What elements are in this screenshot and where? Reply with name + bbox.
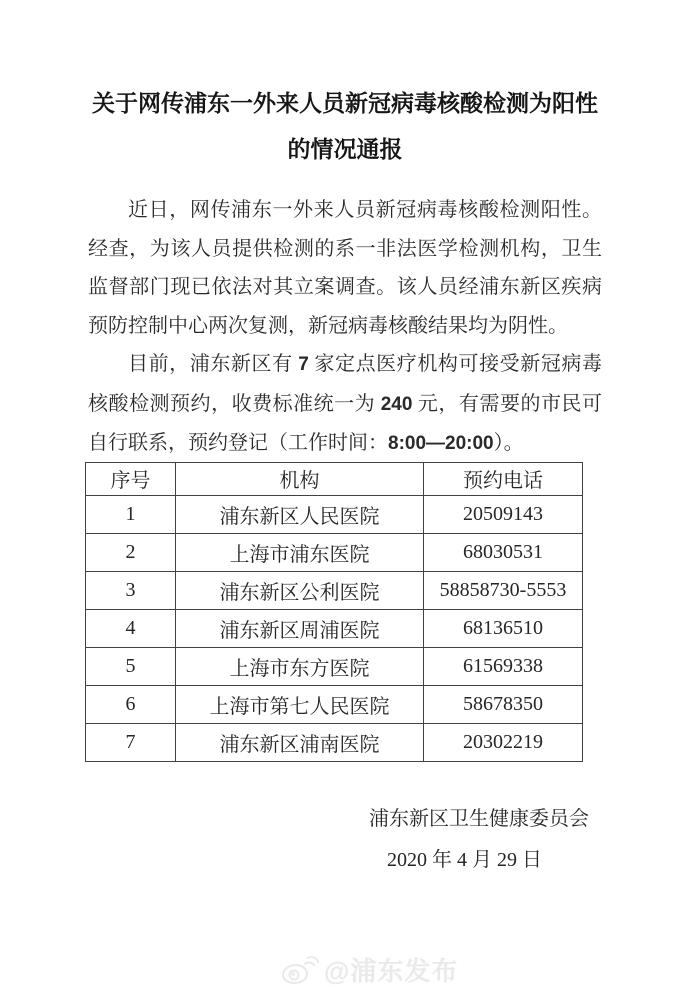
- cell-no: 3: [86, 571, 176, 609]
- table-row: [86, 609, 583, 647]
- watermark-text: @浦东发布: [324, 956, 459, 986]
- table-row: [86, 571, 583, 609]
- table-header-row: [86, 462, 583, 495]
- table-row: [86, 533, 583, 571]
- title-line-1: 关于网传浦东一外来人员新冠病毒核酸检测为阳性: [92, 90, 598, 116]
- title-line-2: 的情况通报: [287, 136, 403, 162]
- cell-tel: 20509143: [424, 495, 583, 533]
- cell-no: 5: [86, 647, 176, 685]
- paragraph-investigation: 近日，网传浦东一外来人员新冠病毒核酸检测阳性。经查，为该人员提供检测的系一非法医学检测机构，卫生监督部门现已依法对其立案调查。该人员经浦东新区疾病预防控制中心两次复测，新冠病毒核酸结果均为阴性。: [88, 199, 602, 337]
- para2-text-4: ）。: [493, 432, 524, 454]
- col-header-tel: 预约电话: [424, 462, 583, 495]
- weibo-icon: [281, 956, 319, 984]
- para2-text-2: 家定点医疗机构可接受新冠病毒核酸检测预约，收费标准统一为: [88, 353, 603, 415]
- page-title: [88, 80, 602, 172]
- cell-org: 浦东新区周浦医院: [176, 609, 424, 647]
- cell-no: 7: [86, 723, 176, 761]
- cell-tel: 68030531: [424, 533, 583, 571]
- cell-org: 上海市第七人民医院: [176, 685, 424, 723]
- cell-tel: 61569338: [424, 647, 583, 685]
- cell-org: 浦东新区公利医院: [176, 571, 424, 609]
- cell-no: 6: [86, 685, 176, 723]
- para2-text-1: 目前，浦东新区有: [128, 353, 299, 375]
- paragraph-appointment-info: [88, 345, 602, 464]
- col-header-no: 序号: [86, 462, 176, 495]
- col-header-org: 机构: [176, 462, 424, 495]
- test-price: 240: [380, 393, 413, 415]
- cell-org: 浦东新区浦南医院: [176, 723, 424, 761]
- watermark: [281, 951, 458, 988]
- table-row: [86, 647, 583, 685]
- cell-no: 4: [86, 609, 176, 647]
- cell-org: 上海市东方医院: [176, 647, 424, 685]
- cell-tel: 20302219: [424, 723, 583, 761]
- hospital-appointment-table: [85, 462, 583, 762]
- cell-tel: 58858730-5553: [424, 571, 583, 609]
- cell-tel: 68136510: [424, 609, 583, 647]
- table-row: [86, 723, 583, 761]
- hospital-count: 7: [298, 354, 309, 375]
- table-row: [86, 495, 583, 533]
- cell-org: 浦东新区人民医院: [176, 495, 424, 533]
- para2-text-3: 元，有需要的市民可自行联系，预约登记（工作时间：: [88, 392, 603, 454]
- table-row: [86, 685, 583, 723]
- issuing-authority: 浦东新区卫生健康委员会: [369, 807, 589, 830]
- cell-org: 上海市浦东医院: [176, 533, 424, 571]
- cell-tel: 58678350: [424, 685, 583, 723]
- issue-date: 2020 年 4 月 29 日: [387, 848, 542, 871]
- working-hours: 8:00—20:00: [388, 433, 494, 454]
- cell-no: 2: [86, 533, 176, 571]
- cell-no: 1: [86, 495, 176, 533]
